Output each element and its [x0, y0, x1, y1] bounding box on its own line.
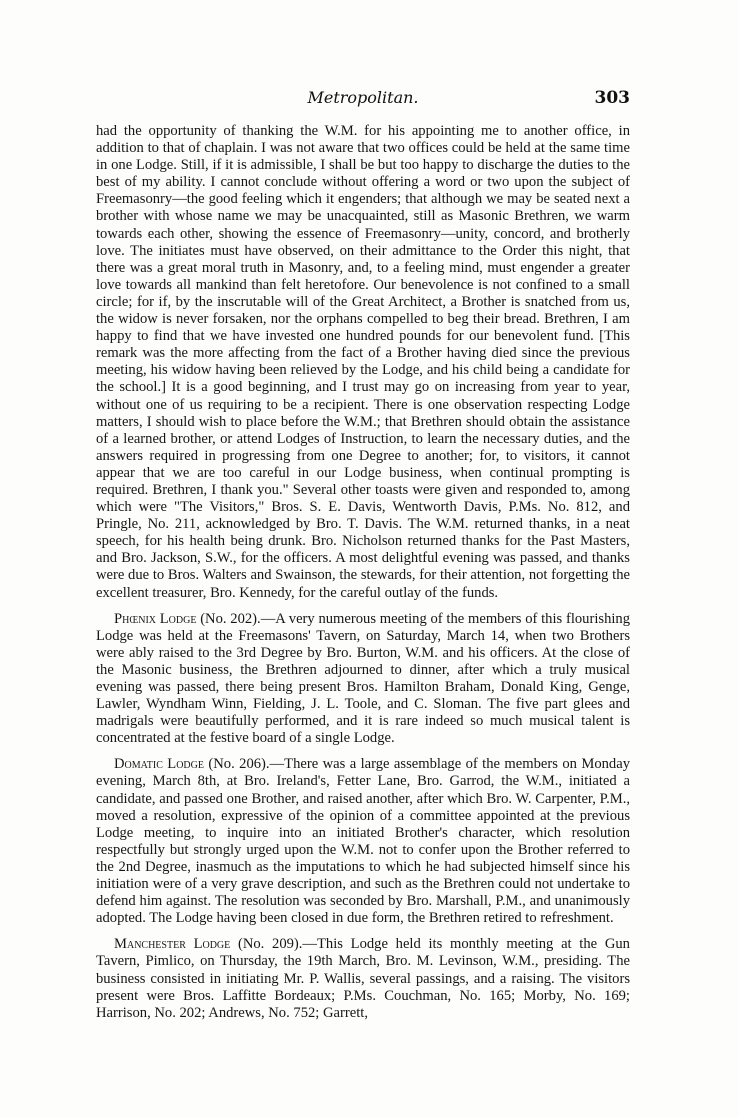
lodge-name: Phœnix Lodge	[114, 610, 197, 627]
paragraph-text: had the opportunity of thanking the W.M. for his appointing me to another office, in addition to that of chaplain. I was not aware that two offices could be held at the same time in one Lodge. Still, if it is admissible, I shall be but too happy to discharge the duties to the best of my ability. I cannot conclude without offering a word or two upon the subject of Freemasonry—the good feeling which it engenders; that although we may be seated next a brother with whose name we may be unacquainted, still as Masonic Brethren, we warm towards each other, showing the essence of Freemasonry—unity, concord, and brotherly love. The initiates must have observed, on their admittance to the Order this night, that there was a great moral truth in Masonry, and, to a feeling mind, must engender a greater love towards all mankind than felt heretofore. Our benevolence is not confined to a small circle; for if, by the inscrutable will of the Great Architect, a Brother is snatched from us, the widow is never forsaken, nor the orphans compelled to beg their bread. Brethren, I am happy to find that we have invested one hundred pounds for our benevolent fund. [This remark was the more affecting from the fact of a Brother having died since the previous meeting, his widow having been relieved by the Lodge, and his child being a candidate for the school.] It is a good beginning, and I trust may go on increasing from year to year, without one of us requiring to be a recipient. There is one observation respecting Lodge matters, I should wish to place before the W.M.; that Brethren should obtain the assistance of a learned brother, or attend Lodges of Instruction, to learn the necessary duties, and the answers required in progressing from one Degree to another; for, to visitors, it cannot appear that we are too careful in our Lodge business, when continual prompting is required. Brethren, I thank you." Several other toasts were given and responded to, among which were "The Visitors," Bros. S. E. Davis, Wentworth Davis, P.Ms. No. 812, and Pringle, No. 211, acknowledged by Bro. T. Davis. The W.M. returned thanks, in a neat speech, for his health being drunk. Bro. Nicholson returned thanks for the Past Masters, and Bro. Jackson, S.W., for the officers. A most delightful evening was passed, and thanks were due to Bros. Walters and Swainson, the stewards, for their attention, not forgetting the excellent treasurer, Bro. Kennedy, for the careful outlay of the funds.	[96, 123, 630, 601]
body-text	[96, 123, 630, 1022]
page-header	[96, 88, 630, 116]
paragraph-text: (No. 209).—This Lodge held its monthly meeting at the Gun Tavern, Pimlico, on Thursday, the 19th March, Bro. M. Levinson, W.M., presiding. The business consisted in initiating Mr. P. Wallis, several passings, and a raising. The visitors present were Bros. Laffitte Bordeaux; P.Ms. Couchman, No. 165; Morby, No. 169; Harrison, No. 202; Andrews, No. 752; Garrett,	[96, 936, 630, 1021]
paragraph-text: (No. 206).—There was a large assemblage of the members on Monday evening, March 8th, at Bro. Ireland's, Fetter Lane, Bro. Garrod, the W.M., initiated a candidate, and passed one Brother, and raised another, after which Bro. W. Carpenter, P.M., moved a resolution, expressive of the opinion of a committee appointed at the previous Lodge meeting, to inquire into an initiated Brother's character, which resolution respectfully but strongly urged upon the W.M. not to confer upon the Brother referred to the 2nd Degree, inasmuch as the imputations to which he had subjected himself since his initiation were of a very grave description, and such as the Brethren could not undertake to defend him against. The resolution was seconded by Bro. Marshall, P.M., and unanimously adopted. The Lodge having been closed in due form, the Brethren retired to refreshment.	[96, 756, 630, 927]
paragraph-toast-speech	[96, 123, 630, 602]
page-number: 303	[594, 88, 630, 108]
paragraph-domatic-lodge	[96, 756, 630, 927]
paragraph-manchester-lodge	[96, 936, 630, 1021]
lodge-name: Manchester Lodge	[114, 936, 231, 953]
paragraph-phoenix-lodge	[96, 611, 630, 748]
running-title: Metropolitan.	[307, 88, 419, 107]
lodge-name: Domatic Lodge	[114, 756, 204, 773]
paragraph-text: (No. 202).—A very numerous meeting of the members of this flourishing Lodge was held at the Freemasons' Tavern, on Saturday, March 14, when two Brothers were ably raised to the 3rd Degree by Bro. Burton, W.M. and his officers. At the close of the Masonic business, the Brethren adjourned to dinner, after which a truly musical evening was passed, there being present Bros. Hamilton Braham, Donald King, Genge, Lawler, Wyndham Winn, Fielding, J. L. Toole, and C. Sloman. The five part glees and madrigals were beautifully performed, and it is rare indeed so much musical talent is concentrated at the festive board of a single Lodge.	[96, 610, 631, 747]
